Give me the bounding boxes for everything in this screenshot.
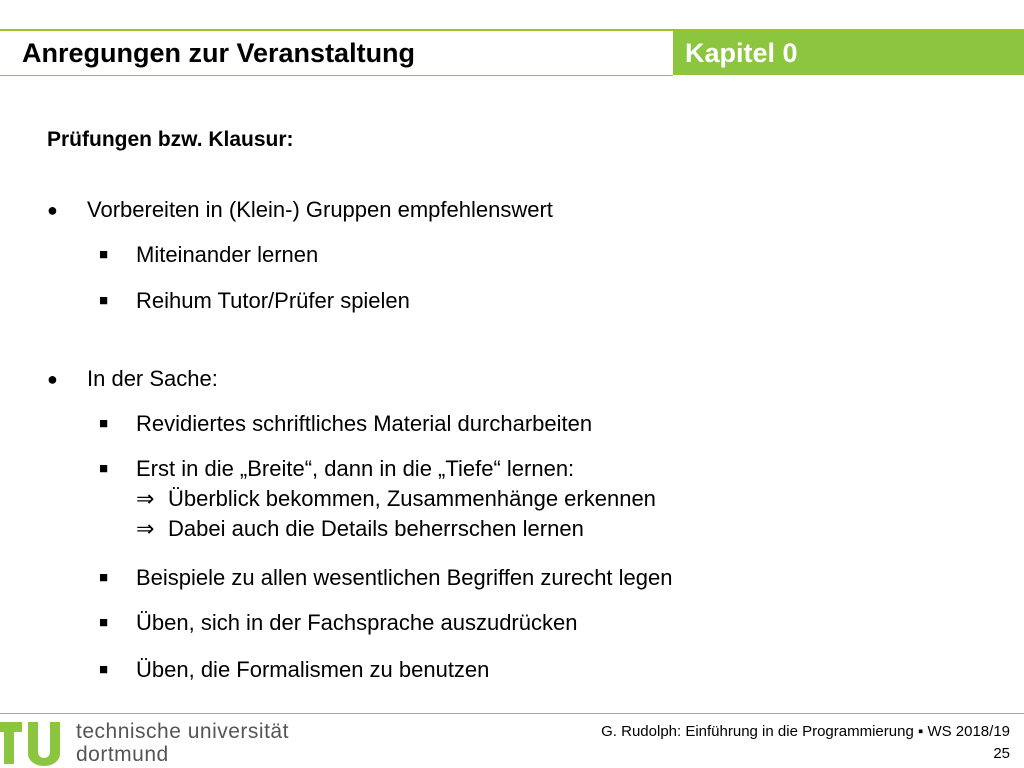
square-bullet-icon: ■ (99, 415, 109, 432)
sub-bullet-text: Reihum Tutor/Prüfer spielen (136, 288, 410, 313)
sub-bullet-text: Beispiele zu allen wesentlichen Begriffen zurecht legen (136, 565, 673, 590)
square-bullet-icon: ■ (99, 569, 109, 586)
sub-bullet-text: Üben, die Formalismen zu benutzen (136, 657, 490, 682)
sub-bullet-item (99, 563, 673, 593)
bullet-item (47, 364, 218, 394)
section-heading: Prüfungen bzw. Klausur: (47, 128, 294, 151)
university-name (76, 720, 289, 766)
slide-title: Anregungen zur Veranstaltung (22, 38, 416, 68)
tu-logo-icon (0, 716, 68, 766)
university-name-line-2: dortmund (76, 743, 169, 766)
bullet-text: Vorbereiten in (Klein-) Gruppen empfehlenswert (87, 197, 553, 222)
sub-bullet-text: Erst in die „Breite“, dann in die „Tiefe“ lernen: (136, 456, 575, 481)
arrow-line-text: Dabei auch die Details beherrschen lernen (168, 516, 584, 541)
sub-bullet-text: Üben, sich in der Fachsprache auszudrücken (136, 610, 578, 635)
round-bullet-icon: ● (47, 200, 58, 220)
footer-citation: G. Rudolph: Einführung in die Programmierung ▪ WS 2018/19 (601, 723, 1010, 740)
sub-bullet-text: Revidiertes schriftliches Material durcharbeiten (136, 411, 593, 436)
round-bullet-icon: ● (47, 369, 58, 389)
square-bullet-icon: ■ (99, 614, 109, 631)
square-bullet-icon: ■ (99, 246, 109, 263)
footer-citation-block (601, 721, 1010, 765)
sub-bullet-text: Miteinander lernen (136, 242, 319, 267)
bullet-text: In der Sache: (87, 366, 218, 391)
page-number: 25 (993, 745, 1010, 762)
sub-bullet-item (99, 608, 578, 638)
sub-bullet-item (99, 655, 490, 685)
chapter-label: Kapitel 0 (685, 38, 798, 68)
sub-bullet-item (99, 286, 410, 316)
implies-arrow-icon: ⇒ (136, 486, 155, 511)
bullet-item (47, 195, 553, 225)
square-bullet-icon: ■ (99, 292, 109, 309)
arrow-line (136, 484, 656, 514)
arrow-line-text: Überblick bekommen, Zusammenhänge erkennen (168, 486, 656, 511)
sub-bullet-item (99, 454, 656, 544)
sub-bullet-item (99, 409, 593, 439)
sub-bullet-item (99, 240, 319, 270)
arrow-line (136, 514, 656, 544)
square-bullet-icon: ■ (99, 661, 109, 678)
implies-arrow-icon: ⇒ (136, 516, 155, 541)
university-name-line-1: technische universität (76, 720, 289, 743)
square-bullet-icon: ■ (99, 460, 109, 477)
footer-rule (0, 713, 1024, 714)
